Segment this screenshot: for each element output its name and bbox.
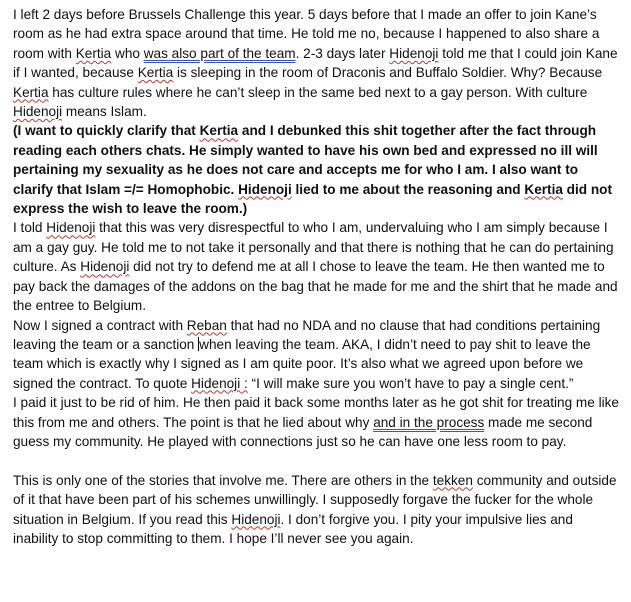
spelling-flagged-word: Hidenoji xyxy=(80,259,130,275)
spelling-flagged-word: tekken xyxy=(432,472,473,488)
spelling-flagged-word: Kertia xyxy=(524,181,563,197)
spelling-flagged-word: Hidenoji xyxy=(238,181,292,197)
text-run: (I want to quickly clarify that xyxy=(13,123,200,139)
spelling-flagged-word: Hidenoji xyxy=(13,104,63,120)
spelling-flagged-word: Kertia xyxy=(75,45,112,61)
spelling-flagged-word: Kertia xyxy=(137,65,174,81)
paragraph-p6 xyxy=(13,471,621,549)
text-run: . 2-3 days later xyxy=(295,45,390,61)
text-run: means Islam. xyxy=(62,104,147,120)
text-run: has culture rules where he can’t sleep in the same bed next to a gay person. With culture xyxy=(48,84,588,100)
text-run: Now I signed a contract with xyxy=(13,317,187,333)
paragraph-p2 xyxy=(13,121,621,218)
text-run: “I will make sure you won’t have to pay a single cent.” xyxy=(247,375,574,391)
text-run: community and outside of it that have been part of his schemes unwillingly. I supposedly forgave the fucker for the whole situation in Belgium. If you read this xyxy=(13,472,617,527)
text-run: and I debunked this shit together after the fact through reading each others chats. He simply wanted to have his own bed and expressed no ill will pertaining my sexuality as he does not care and accepts me for who I am. I also want to clarify that Islam =/= Homophobic. xyxy=(13,123,598,197)
text-run: who xyxy=(111,45,144,61)
paragraph-p1 xyxy=(13,5,621,121)
text-run: This is only one of the stories that involve me. There are others in the xyxy=(13,472,433,488)
paragraph-p3 xyxy=(13,218,621,315)
grammar-flagged-phrase: was also part of the team xyxy=(143,45,296,61)
text-run: made me second guess my community. He played with connections just so he can have one less room to pay. xyxy=(13,414,593,449)
text-run: that this was very disrespectful to who I am, undervaluing who I am simply because I am a gay guy. He told me to not take it personally and that there is nothing that he can do pertaining culture. As xyxy=(13,220,614,275)
text-run: told me that I could join Kane if I wanted, because xyxy=(13,45,618,81)
text-run: I paid it just to be rid of him. He then paid it back some months later as he got shit for treating me like this from me and others. The point is that he lied about why xyxy=(13,395,619,430)
spelling-flagged-word: Hidenoji : xyxy=(191,375,248,391)
text-run: did not try to defend me at all I chose to leave the team. He then wanted me to pay back the damages of the addons on the bag that he made for me and the shirt that he made and the entree to Belgium. xyxy=(13,259,618,314)
blank-line xyxy=(13,451,621,470)
text-run: did not express the wish to leave the room.) xyxy=(13,181,612,217)
paragraph-p5 xyxy=(13,393,621,451)
spelling-flagged-word: Hidenoji xyxy=(231,511,281,527)
grammar-flagged-phrase: and in the process xyxy=(373,414,485,430)
spelling-flagged-word: Reban xyxy=(186,317,227,333)
spelling-flagged-word: Kertia xyxy=(13,84,49,100)
spelling-flagged-word: Hidenoji xyxy=(46,220,96,236)
paragraph-p4 xyxy=(13,316,621,394)
text-run: that had no NDA and no clause that had conditions pertaining leaving the team or a sanction xyxy=(13,317,601,352)
text-run: when leaving the team. AKA, I didn’t need to pay shit to leave the team which is exactly why I signed as I am quite poor. It’s also what we agreed upon before we signed the contract. To quote xyxy=(13,336,591,391)
text-run: I told xyxy=(13,220,47,236)
text-run: lied to me about the reasoning and xyxy=(291,181,525,197)
text-run: . I don’t forgive you. I pity your impulsive lies and inability to stop committing to them. I hope I’ll never see you again. xyxy=(13,511,573,546)
document-body[interactable] xyxy=(13,5,621,548)
spelling-flagged-word: Hidenoji xyxy=(389,45,439,61)
text-run: is sleeping in the room of Draconis and Buffalo Soldier. Why? Because xyxy=(173,65,603,81)
text-run: I left 2 days before Brussels Challenge this year. 5 days before that I made an offer to join Kane’s room as he had extra space around that time. He told me no, because I happened to also share a room with xyxy=(13,7,600,61)
spelling-flagged-word: Kertia xyxy=(199,123,239,139)
